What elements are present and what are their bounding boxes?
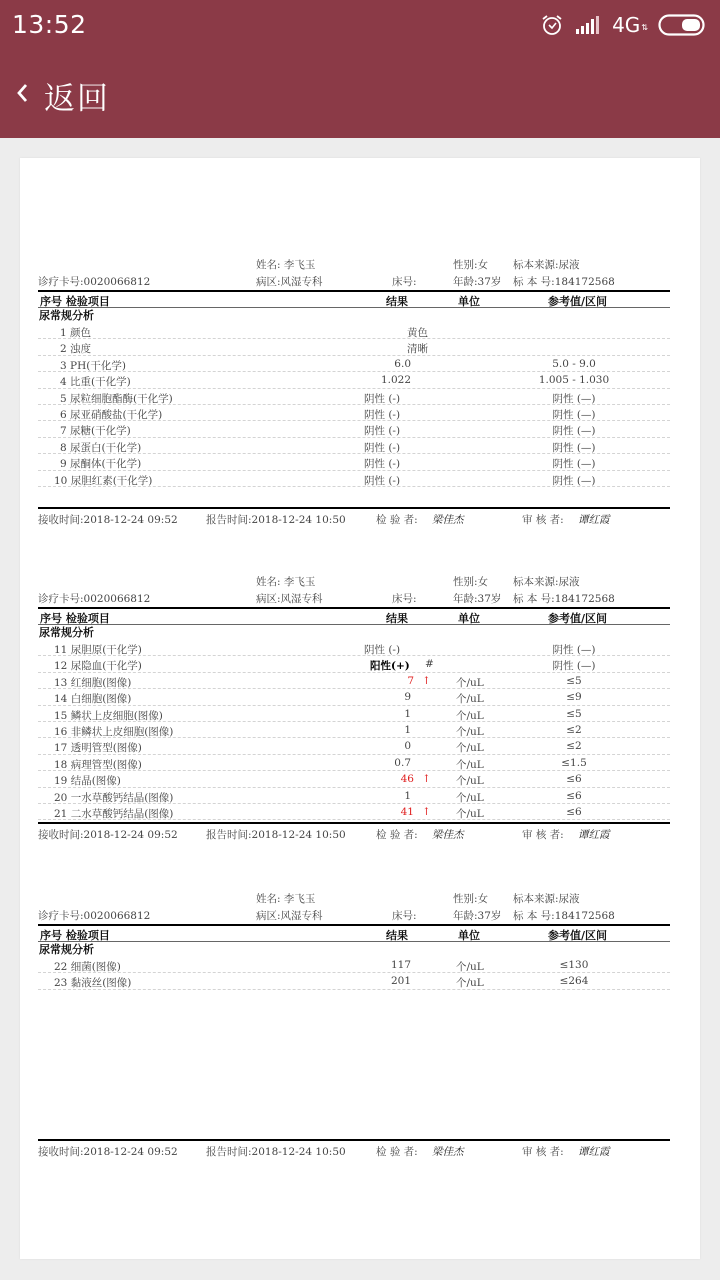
report-block-3 xyxy=(38,888,670,990)
patient-age: 年龄:37岁 xyxy=(453,276,502,288)
table-row: 5 尿粒细胞酯酶(干化学) 阴性 (-) 阴性 (—) xyxy=(38,389,670,405)
table-row: 11 尿胆原(干化学) 阴性 (-) 阴性 (—) xyxy=(38,640,670,656)
report-page[interactable] xyxy=(20,158,700,1259)
table-row: 14 白细胞(图像) 9 个/uL ≤9 xyxy=(38,689,670,705)
section-title: 尿常规分析 xyxy=(39,626,94,639)
col-result: 结果 xyxy=(386,612,408,625)
bed-number: 床号: xyxy=(392,593,417,605)
specimen-source: 标本来源:尿液 xyxy=(513,576,580,588)
table-row: 16 非鳞状上皮细胞(图像) 1 个/uL ≤2 xyxy=(38,722,670,738)
bed-number: 床号: xyxy=(392,910,417,922)
status-time: 13:52 xyxy=(12,10,87,39)
column-headers xyxy=(38,609,670,625)
report-time: 报告时间:2018-12-24 10:50 xyxy=(206,828,346,841)
specimen-source: 标本来源:尿液 xyxy=(513,259,580,271)
specimen-number: 标 本 号:184172568 xyxy=(513,276,615,288)
patient-header xyxy=(38,888,670,924)
patient-gender: 性别:女 xyxy=(453,576,489,588)
alarm-icon xyxy=(540,13,564,37)
reviewer-signature: 谭红霞 xyxy=(578,1145,610,1158)
table-row: 20 一水草酸钙结晶(图像) 1 个/uL ≤6 xyxy=(38,788,670,804)
table-row: 12 尿隐血(干化学) 阳性(+) # 阴性 (—) xyxy=(38,656,670,672)
report-footer-1 xyxy=(38,507,670,527)
patient-name: 姓名: 李飞玉 xyxy=(256,259,316,271)
reviewer-signature: 谭红霞 xyxy=(578,828,610,841)
patient-header xyxy=(38,571,670,607)
col-reference: 参考值/区间 xyxy=(548,929,608,942)
patient-name: 姓名: 李飞玉 xyxy=(256,893,316,905)
table-row: 19 结晶(图像) 46 ↑ 个/uL ≤6 xyxy=(38,771,670,787)
inspector-label: 检 验 者: xyxy=(376,513,418,526)
table-row: 7 尿糖(干化学) 阴性 (-) 阴性 (—) xyxy=(38,421,670,437)
specimen-source: 标本来源:尿液 xyxy=(513,893,580,905)
column-headers xyxy=(38,926,670,942)
table-row: 17 透明管型(图像) 0 个/uL ≤2 xyxy=(38,738,670,754)
column-headers xyxy=(38,292,670,308)
col-unit: 单位 xyxy=(458,295,480,308)
report-block-2 xyxy=(38,571,670,820)
col-reference: 参考值/区间 xyxy=(548,612,608,625)
table-row: 22 细菌(图像) 117 个/uL ≤130 xyxy=(38,957,670,973)
table-row: 10 尿胆红素(干化学) 阴性 (-) 阴性 (—) xyxy=(38,471,670,487)
card-number: 诊疗卡号:0020066812 xyxy=(38,593,151,605)
section-title: 尿常规分析 xyxy=(39,943,94,956)
specimen-number: 标 本 号:184172568 xyxy=(513,593,615,605)
ward: 病区:风湿专科 xyxy=(256,276,323,288)
received-time: 接收时间:2018-12-24 09:52 xyxy=(38,828,178,841)
report-time: 报告时间:2018-12-24 10:50 xyxy=(206,513,346,526)
table-row: 23 黏液丝(图像) 201 个/uL ≤264 xyxy=(38,973,670,989)
app-bar xyxy=(0,52,720,138)
inspector-signature: 梁佳杰 xyxy=(432,828,464,841)
card-number: 诊疗卡号:0020066812 xyxy=(38,910,151,922)
ward: 病区:风湿专科 xyxy=(256,593,323,605)
back-label: 返回 xyxy=(44,80,110,117)
col-result: 结果 xyxy=(386,295,408,308)
table-row: 6 尿亚硝酸盐(干化学) 阴性 (-) 阴性 (—) xyxy=(38,405,670,421)
inspector-label: 检 验 者: xyxy=(376,828,418,841)
patient-gender: 性别:女 xyxy=(453,893,489,905)
col-item: 序号 检验项目 xyxy=(40,612,110,625)
table-row: 21 二水草酸钙结晶(图像) 41 ↑ 个/uL ≤6 xyxy=(38,804,670,820)
ward: 病区:风湿专科 xyxy=(256,910,323,922)
reviewer-label: 审 核 者: xyxy=(522,1145,564,1158)
patient-age: 年龄:37岁 xyxy=(453,910,502,922)
col-result: 结果 xyxy=(386,929,408,942)
battery-icon xyxy=(658,13,706,37)
report-footer-2 xyxy=(38,822,670,842)
signal-icon xyxy=(574,15,602,35)
table-row: 9 尿酮体(干化学) 阴性 (-) 阴性 (—) xyxy=(38,454,670,470)
chevron-left-icon xyxy=(14,81,30,109)
inspector-signature: 梁佳杰 xyxy=(432,1145,464,1158)
col-unit: 单位 xyxy=(458,612,480,625)
col-unit: 单位 xyxy=(458,929,480,942)
patient-name: 姓名: 李飞玉 xyxy=(256,576,316,588)
patient-header xyxy=(38,254,670,290)
col-item: 序号 检验项目 xyxy=(40,929,110,942)
table-row: 4 比重(干化学) 1.022 1.005 - 1.030 xyxy=(38,372,670,388)
network-type: 4G ⇅ xyxy=(612,13,648,37)
inspector-label: 检 验 者: xyxy=(376,1145,418,1158)
reviewer-signature: 谭红霞 xyxy=(578,513,610,526)
table-row: 15 鳞状上皮细胞(图像) 1 个/uL ≤5 xyxy=(38,706,670,722)
report-block-1 xyxy=(38,254,670,487)
reviewer-label: 审 核 者: xyxy=(522,513,564,526)
table-row: 1 颜色 黄色 xyxy=(38,323,670,339)
patient-gender: 性别:女 xyxy=(453,259,489,271)
inspector-signature: 梁佳杰 xyxy=(432,513,464,526)
col-item: 序号 检验项目 xyxy=(40,295,110,308)
bed-number: 床号: xyxy=(392,276,417,288)
table-row: 3 PH(干化学) 6.0 5.0 - 9.0 xyxy=(38,356,670,372)
back-button[interactable] xyxy=(14,74,110,116)
report-time: 报告时间:2018-12-24 10:50 xyxy=(206,1145,346,1158)
table-row: 18 病理管型(图像) 0.7 个/uL ≤1.5 xyxy=(38,755,670,771)
report-footer-3 xyxy=(38,1139,670,1159)
table-row: 2 浊度 清晰 xyxy=(38,339,670,355)
table-row: 13 红细胞(图像) 7 ↑ 个/uL ≤5 xyxy=(38,673,670,689)
received-time: 接收时间:2018-12-24 09:52 xyxy=(38,1145,178,1158)
status-bar xyxy=(0,0,720,52)
patient-age: 年龄:37岁 xyxy=(453,593,502,605)
status-icons xyxy=(540,12,706,38)
received-time: 接收时间:2018-12-24 09:52 xyxy=(38,513,178,526)
reviewer-label: 审 核 者: xyxy=(522,828,564,841)
section-title: 尿常规分析 xyxy=(39,309,94,322)
card-number: 诊疗卡号:0020066812 xyxy=(38,276,151,288)
table-row: 8 尿蛋白(干化学) 阴性 (-) 阴性 (—) xyxy=(38,438,670,454)
specimen-number: 标 本 号:184172568 xyxy=(513,910,615,922)
col-reference: 参考值/区间 xyxy=(548,295,608,308)
